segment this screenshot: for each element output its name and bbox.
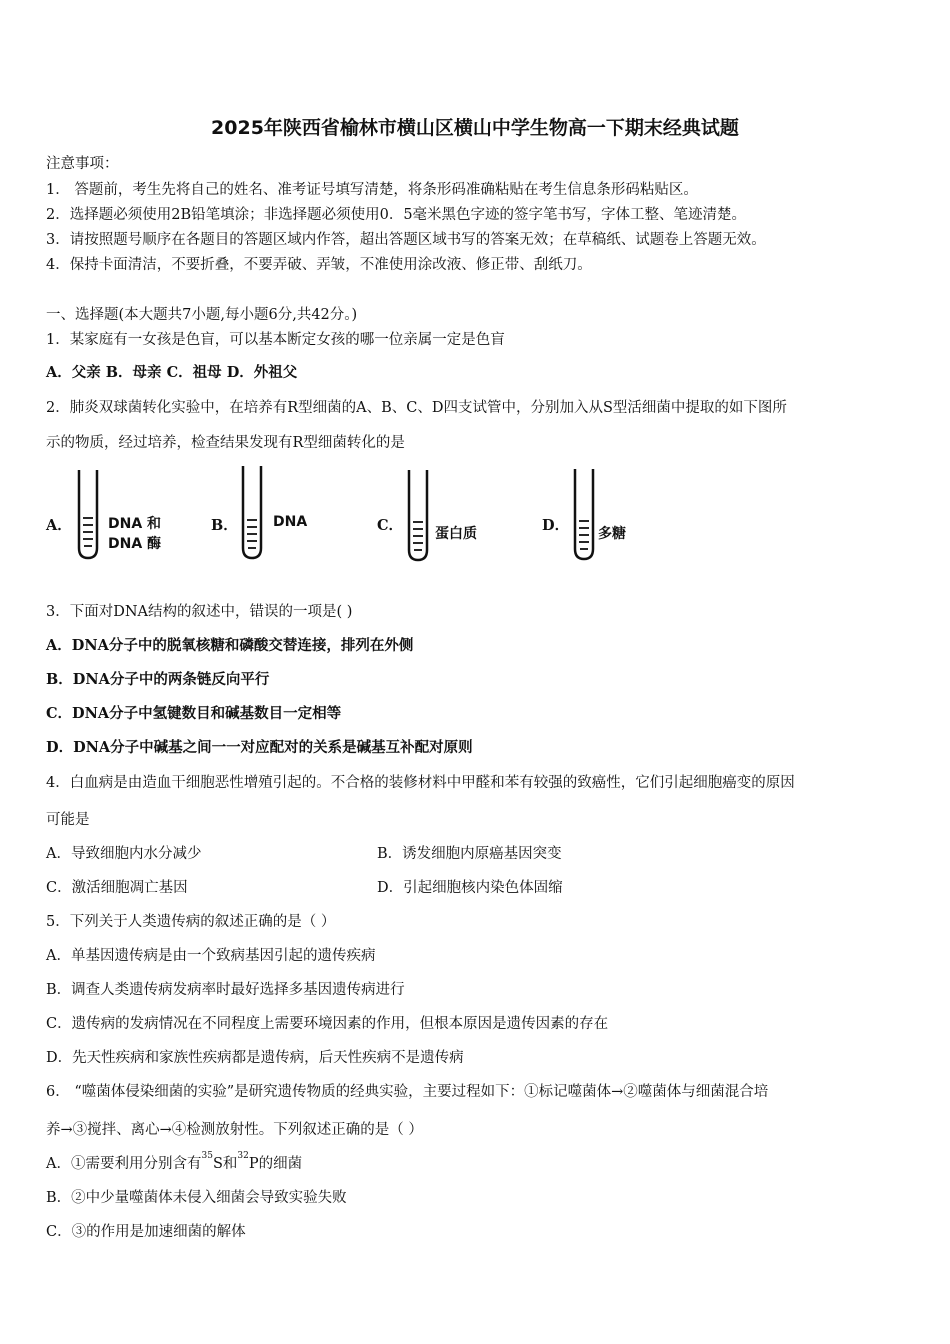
test-tube-option-d bbox=[542, 462, 682, 562]
section-heading: 一、选择题(本大题共7小题,每小题6分,共42分。) bbox=[46, 307, 358, 323]
question-4-stem-line-1: 4．白血病是由造血干细胞恶性增殖引起的。不合格的装修材料中甲醛和苯有较强的致癌性，它们引起细胞癌变的原因 bbox=[46, 775, 795, 791]
tube-c-label: 蛋白质 bbox=[435, 526, 477, 542]
test-tube-option-b bbox=[211, 462, 351, 562]
q6-a-isotope-35: 35 bbox=[201, 1151, 213, 1161]
test-tube-option-c bbox=[377, 462, 517, 562]
tube-letter-b: B． bbox=[211, 517, 238, 534]
question-3-stem: 3．下面对DNA结构的叙述中，错误的一项是( ) bbox=[46, 604, 353, 620]
question-6-option-c: C．③的作用是加速细菌的解体 bbox=[46, 1224, 246, 1240]
question-3-option-d: D．DNA分子中碱基之间一一对应配对的关系是碱基互补配对原则 bbox=[46, 739, 473, 756]
question-4-stem-line-2: 可能是 bbox=[46, 812, 90, 828]
question-3-option-c: C．DNA分子中氢键数目和碱基数目一定相等 bbox=[46, 705, 342, 722]
question-6-stem-line-2: 养→③搅拌、离心→④检测放射性。下列叙述正确的是（ ） bbox=[46, 1122, 423, 1138]
question-6-option-a bbox=[46, 1152, 302, 1173]
q6-a-text-3: P的细菌 bbox=[248, 1156, 303, 1172]
notice-item-3: 3．请按照题号顺序在各题目的答题区域内作答，超出答题区域书写的答案无效；在草稿纸、试题卷上答题无效。 bbox=[46, 232, 766, 248]
question-4-option-b: B．诱发细胞内原癌基因突变 bbox=[377, 846, 562, 862]
question-1-options: A．父亲 B．母亲 C．祖母 D．外祖父 bbox=[46, 364, 298, 381]
question-6-option-b: B．②中少量噬菌体未侵入细菌会导致实验失败 bbox=[46, 1190, 347, 1206]
question-4-option-d: D．引起细胞核内染色体固缩 bbox=[377, 880, 563, 896]
tube-a-label-line-2: DNA 酶 bbox=[108, 536, 162, 552]
question-2-stem-line-2: 示的物质，经过培养，检查结果发现有R型细菌转化的是 bbox=[46, 435, 405, 451]
tube-a-label bbox=[108, 514, 161, 554]
q6-a-isotope-32: 32 bbox=[237, 1151, 249, 1161]
question-5-option-c: C．遗传病的发病情况在不同程度上需要环境因素的作用，但根本原因是遗传因素的存在 bbox=[46, 1016, 609, 1032]
question-5-option-a: A．单基因遗传病是由一个致病基因引起的遗传疾病 bbox=[46, 948, 376, 964]
tube-b-label: DNA bbox=[273, 514, 308, 530]
question-5-stem: 5．下列关于人类遗传病的叙述正确的是（ ） bbox=[46, 914, 336, 930]
tube-d-label: 多糖 bbox=[598, 526, 626, 542]
tube-a-label-line-1: DNA 和 bbox=[108, 516, 162, 532]
test-tube-b-icon bbox=[238, 464, 268, 560]
test-tube-option-a bbox=[46, 462, 196, 562]
notice-item-4: 4．保持卡面清洁，不要折叠，不要弄破、弄皱，不准使用涂改液、修正带、刮纸刀。 bbox=[46, 257, 592, 273]
q6-a-text-1: A．①需要利用分别含有 bbox=[46, 1156, 202, 1172]
question-1-stem: 1．某家庭有一女孩是色盲，可以基本断定女孩的哪一位亲属一定是色盲 bbox=[46, 332, 505, 348]
question-6-stem-line-1: 6． “噬菌体侵染细菌的实验”是研究遗传物质的经典实验，主要过程如下：①标记噬菌体→②噬菌体与细菌混合培 bbox=[46, 1084, 769, 1100]
test-tube-c-icon bbox=[404, 468, 434, 562]
page-title: 2025年陕西省榆林市横山区横山中学生物高一下期末经典试题 bbox=[211, 117, 739, 139]
question-4-option-c: C．激活细胞凋亡基因 bbox=[46, 880, 188, 896]
notice-heading: 注意事项： bbox=[46, 156, 119, 172]
tube-letter-c: C． bbox=[377, 517, 404, 534]
q6-a-text-2: S和 bbox=[212, 1156, 238, 1172]
notice-item-1: 1． 答题前，考生先将自己的姓名、准考证号填写清楚，将条形码准确粘贴在考生信息条形码粘贴区。 bbox=[46, 182, 698, 198]
test-tube-d-icon bbox=[570, 467, 600, 561]
question-5-option-b: B．调查人类遗传病发病率时最好选择多基因遗传病进行 bbox=[46, 982, 405, 998]
tube-letter-a: A． bbox=[46, 517, 72, 534]
question-4-option-a: A．导致细胞内水分减少 bbox=[46, 846, 202, 862]
notice-item-2: 2．选择题必须使用2B铅笔填涂；非选择题必须使用0．5毫米黑色字迹的签字笔书写，字体工整、笔迹清楚。 bbox=[46, 207, 747, 223]
question-2-stem-line-1: 2．肺炎双球菌转化实验中，在培养有R型细菌的A、B、C、D四支试管中，分别加入从S型活细菌中提取的如下图所 bbox=[46, 400, 787, 416]
test-tube-a-icon bbox=[74, 468, 104, 560]
question-3-option-b: B．DNA分子中的两条链反向平行 bbox=[46, 671, 270, 688]
question-5-option-d: D．先天性疾病和家族性疾病都是遗传病，后天性疾病不是遗传病 bbox=[46, 1050, 464, 1066]
tube-letter-d: D． bbox=[542, 517, 570, 534]
question-3-option-a: A．DNA分子中的脱氧核糖和磷酸交替连接，排列在外侧 bbox=[46, 637, 414, 654]
